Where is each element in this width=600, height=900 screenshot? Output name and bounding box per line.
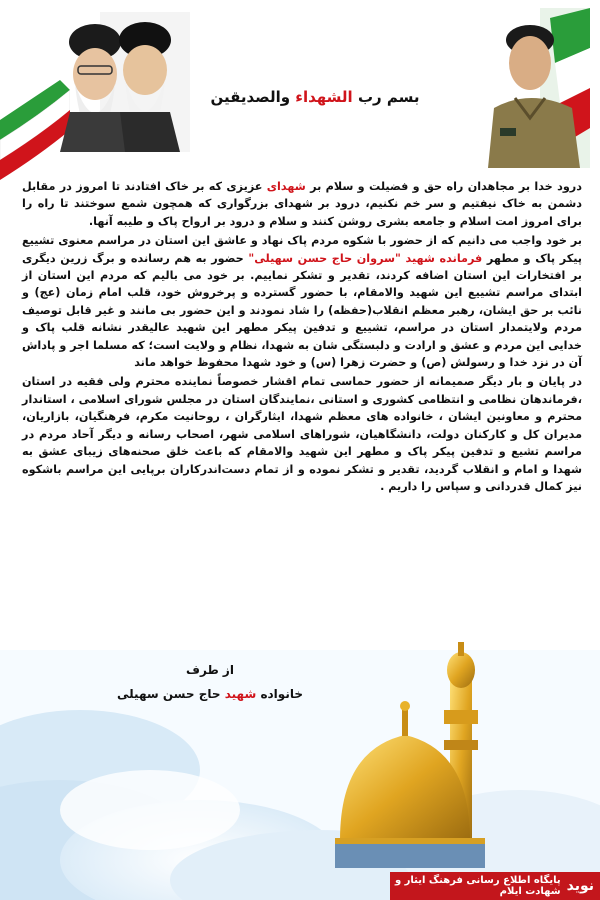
title-text-start: بسم رب [357, 88, 420, 106]
signature-family-text: خانواده [260, 687, 303, 701]
page-title [190, 88, 440, 106]
paragraph-1-text-b: عزیزی که بر خاک افتادند تا امروز در مقابل دشمن به خاک نیفتیم و سر خم نکنیم، درود بر شهدای بزرگواری که همچون شمع سوختند تا راه را برای امروز امت اسلام و جامعه بشری روشن کنند و سلام و درود بر ارواح پاک و طیبه آنها. [22, 180, 582, 228]
paragraph-1-highlight: شهدای [266, 180, 306, 193]
signature-martyr-word: شهید [224, 687, 257, 701]
signature-from: از طرف [186, 663, 234, 677]
golden-shrine-dome [330, 640, 530, 880]
paragraph-2-text-b: حضور به هم رسانده و برگ زرین دیگری بر افتخارات این استان اضافه کردند، تقدیر و تشکر نماییم. بر خود می بالیم که مردم این استان از ابتدای مراسم تشییع این شهید والامقام، با حضور گسترده و پرخروش خود، قلب امام زمان (عج) و نائب بر حق ایشان، رهبر معظم انقلاب(حفظه) را شاد نمودند و این حضور بی مانند و غیر قابل توصیف مردم ولایتمدار استان در مراسم، تشییع و تدفین پیکر مطهر این شهید عالیقدر نشانه قلب پاک و خدایی این مردم و عشق و ارادت و دلبستگی شان به شهدا، نظام و ولایت است؛ که مسلما اجر و پاداش آن در نزد خدا و رسولش (ص) و حضرت زهرا (س) و خود شهدا محفوظ خواهد ماند [22, 251, 582, 370]
paragraph-2-highlight: فرمانده شهید "سروان حاج حسن سهیلی" [248, 251, 483, 265]
signature-block [110, 658, 310, 706]
navid-logo: نوید [566, 878, 594, 894]
paragraph-2 [22, 232, 582, 371]
leaders-portrait [40, 12, 190, 152]
paragraph-3-text: در پایان و بار دیگر صمیمانه از حضور حماسی تمام اقشار خصوصاً نماینده محترم ولی فقیه در استان ،فرماندهان نظامی و انتظامی کشوری و استانی ،نمایندگان استان در مجلس شورای اسلامی ، استاندار محترم و معاونین ایشان ، خانواده های معظم شهدا، ایثارگران ، روحانیت مکرم، فرهنگیان، بازاریان، مدیران کل و کارکنان دولت، دانشگاهیان، شوراهای اسلامی شهر، اصحاب رسانه و دیگر آحاد مردم در مراسم تشیع و تدفین پیکر پاک و مطهر این شهید والامقام که باعث خلق صحنه‌های زیبای عشق به شهدا و امام و انقلاب گردید، تقدیر و تشکر نموده و از تمام دست‌اندرکاران برپایی این مراسم باشکوه نیز کمال قدردانی و سپاس را داریم . [22, 375, 582, 493]
martyr-portrait [480, 8, 590, 168]
footer-site-text: پایگاه اطلاع رسانی فرهنگ ایثار و شهادت ایلام [394, 875, 561, 897]
signature-name: حاج حسن سهیلی [117, 687, 221, 701]
signature-family [110, 682, 310, 706]
footer-banner [390, 872, 600, 900]
title-text-highlight: الشهداء [295, 88, 353, 106]
paragraph-3 [22, 373, 582, 495]
paragraph-1 [22, 178, 582, 230]
paragraph-2-text-a: بر خود واجب می دانیم که از حضور با شکوه مردم پاک نهاد و عاشق این استان در مراسم معنوی تشییع پیکر پاک و مطهر [22, 234, 582, 265]
title-text-end: والصدیقین [210, 88, 291, 106]
letter-body [22, 178, 582, 497]
paragraph-1-text-a: درود خدا بر مجاهدان راه حق و فضیلت و سلام بر [310, 180, 582, 193]
